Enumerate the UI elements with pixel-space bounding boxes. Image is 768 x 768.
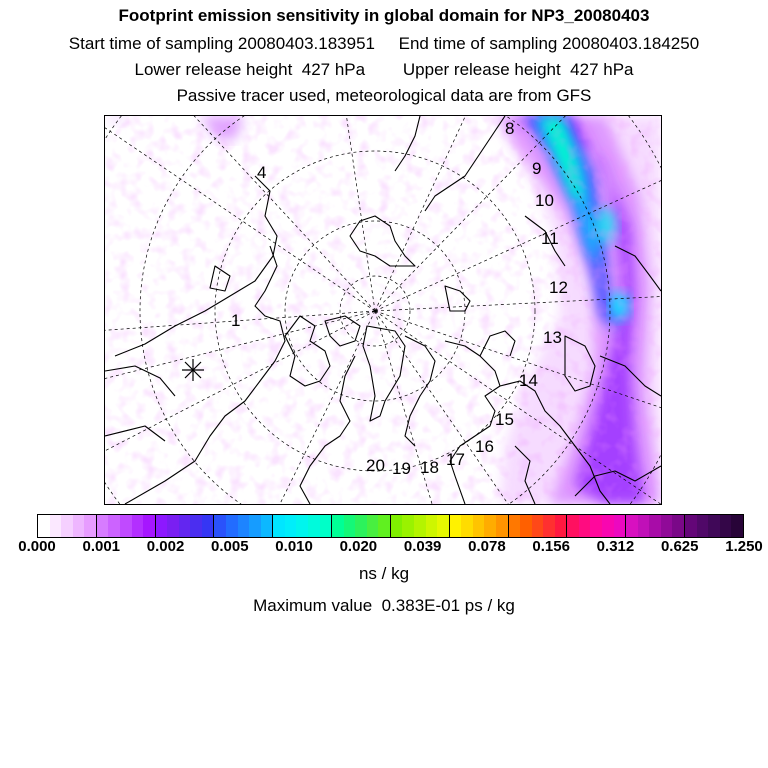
colorbar-swatch: [332, 515, 344, 537]
colorbar-swatch: [461, 515, 473, 537]
colorbar-swatch: [579, 515, 591, 537]
colorbar-tick-label: 0.020: [339, 538, 378, 555]
day-label-13: 13: [543, 328, 562, 347]
tracer-info-line: Passive tracer used, meteorological data are from GFS: [176, 86, 592, 105]
colorbar-swatch: [414, 515, 426, 537]
colorbar-swatch: [391, 515, 403, 537]
day-label-4: 4: [257, 163, 267, 182]
colorbar-swatch: [50, 515, 62, 537]
day-label-18: 18: [420, 458, 439, 477]
colorbar-swatch: [190, 515, 202, 537]
day-label-15: 15: [495, 410, 514, 429]
footprint-map: [104, 115, 662, 505]
colorbar-swatch: [249, 515, 261, 537]
colorbar-swatch: [273, 515, 285, 537]
colorbar-swatch: [355, 515, 367, 537]
colorbar-swatch: [720, 515, 732, 537]
colorbar-swatch: [344, 515, 356, 537]
colorbar-swatch: [120, 515, 132, 537]
colorbar-tick-label: 0.002: [146, 538, 185, 555]
colorbar-swatch: [73, 515, 85, 537]
sensitivity-plume: [105, 116, 661, 504]
colorbar-swatch: [496, 515, 509, 537]
colorbar-swatch: [296, 515, 308, 537]
plot-title: Footprint emission sensitivity in global domain for NP3_20080403: [118, 6, 650, 25]
colorbar-swatch: [473, 515, 485, 537]
colorbar-swatch: [567, 515, 579, 537]
colorbar-swatch: [38, 515, 50, 537]
day-label-10: 10: [535, 191, 554, 210]
day-label-8: 8: [505, 119, 515, 138]
colorbar-swatch: [555, 515, 568, 537]
colorbar-tick-label: 0.625: [660, 538, 699, 555]
colorbar-swatch: [97, 515, 109, 537]
colorbar-swatch: [532, 515, 544, 537]
colorbar-swatch: [108, 515, 120, 537]
colorbar-swatch: [226, 515, 238, 537]
colorbar-tick-label: 1.250: [725, 538, 763, 555]
colorbar-swatch: [261, 515, 274, 537]
map-canvas: [105, 116, 661, 504]
colorbar-swatch: [238, 515, 250, 537]
colorbar-swatch: [638, 515, 650, 537]
colorbar-units: ns / kg: [358, 564, 410, 583]
colorbar-swatch: [543, 515, 555, 537]
colorbar-swatch: [708, 515, 720, 537]
release-height-line: Lower release height 427 hPa Upper release height 427 hPa: [134, 60, 634, 79]
colorbar-swatch: [285, 515, 297, 537]
colorbar-tick-labels: [0, 538, 768, 558]
colorbar-swatch: [731, 515, 743, 537]
colorbar-tick-label: 0.005: [211, 538, 249, 555]
release-location-marker: [182, 359, 204, 381]
day-label-19: 19: [392, 459, 411, 478]
colorbar-swatch: [661, 515, 673, 537]
colorbar-swatch: [614, 515, 627, 537]
colorbar-swatch: [450, 515, 462, 537]
day-label-16: 16: [475, 437, 494, 456]
day-label-1: 1: [231, 311, 241, 330]
colorbar-tick-label: 0.001: [82, 538, 121, 555]
colorbar-tick-label: 0.312: [596, 538, 635, 555]
colorbar-swatch: [156, 515, 168, 537]
colorbar-swatch: [61, 515, 73, 537]
colorbar-tick-label: 0.156: [532, 538, 570, 555]
colorbar-swatch: [509, 515, 521, 537]
day-label-11: 11: [541, 229, 559, 248]
colorbar-swatch: [367, 515, 379, 537]
colorbar-swatch: [590, 515, 602, 537]
colorbar: [37, 514, 744, 538]
colorbar-swatch: [308, 515, 320, 537]
colorbar-swatch: [697, 515, 709, 537]
colorbar-swatch: [649, 515, 661, 537]
day-label-20: 20: [366, 456, 385, 475]
colorbar-swatch: [685, 515, 697, 537]
colorbar-swatch: [132, 515, 144, 537]
colorbar-swatch: [672, 515, 685, 537]
colorbar-swatch: [202, 515, 215, 537]
day-label-12: 12: [549, 278, 568, 297]
colorbar-swatch: [84, 515, 97, 537]
colorbar-swatch: [520, 515, 532, 537]
colorbar-swatch: [437, 515, 450, 537]
colorbar-swatch: [167, 515, 179, 537]
colorbar-tick-label: 0.078: [468, 538, 506, 555]
colorbar-tick-label: 0.000: [18, 538, 56, 555]
colorbar-swatch: [143, 515, 156, 537]
colorbar-tick-label: 0.010: [275, 538, 313, 555]
day-label-14: 14: [519, 371, 538, 390]
day-label-9: 9: [532, 159, 542, 178]
sampling-time-line: Start time of sampling 20080403.183951 End time of sampling 20080403.184250: [68, 34, 700, 53]
colorbar-swatch: [426, 515, 438, 537]
colorbar-swatch: [320, 515, 333, 537]
colorbar-tick-label: 0.039: [403, 538, 442, 555]
colorbar-swatch: [179, 515, 191, 537]
colorbar-swatch: [214, 515, 226, 537]
colorbar-swatch: [378, 515, 391, 537]
colorbar-swatch: [602, 515, 614, 537]
day-label-17: 17: [446, 450, 465, 469]
maximum-value-text: Maximum value 0.383E-01 ps / kg: [253, 596, 515, 615]
colorbar-swatch: [626, 515, 638, 537]
colorbar-swatch: [484, 515, 496, 537]
colorbar-swatch: [402, 515, 414, 537]
